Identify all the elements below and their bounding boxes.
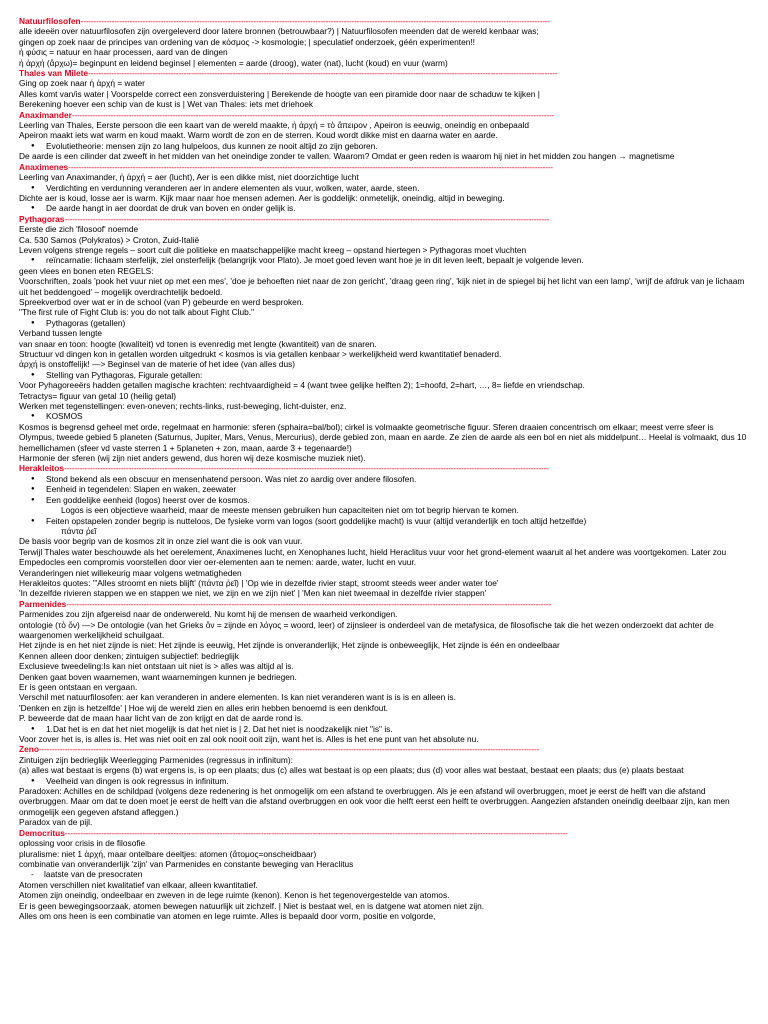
bullet-item: ● Verdichting en verdunning veranderen aer in andere elementen als vuur, wolken, water, aarde, steen. — [19, 183, 750, 193]
text-line: Atomen zijn oneindig, ondeelbaar en zweven in de lege ruimte (kenon). Kenon is het tegenovergestelde van atomos. — [19, 890, 450, 901]
text-line: Veranderingen niet willekeurig maar volgens wetmatigheden — [19, 567, 242, 578]
section-heading — [19, 463, 750, 473]
bullet-item: ● Stond bekend als een obscuur en mensenhatend persoon. Was niet zo aardig over andere filosofen. — [19, 474, 750, 484]
text-line: Alles komt van/is water | Voorspelde correct een zonsverduistering | Berekende de hoogte van een piramide door naar de schaduw te kijken | — [19, 88, 540, 99]
text-line: Apeiron maakt iets wat warm en koud maakt. Warm wordt de zon en de sterren. Koud wordt dikke mist en daarna water en aarde. — [19, 130, 498, 141]
section-title: Thales van Milete — [19, 68, 89, 79]
bullet-item: ● Feiten opstapelen zonder begrip is nutteloos, De fysieke vorm van logos (soort goddelijke macht) is vuur (altijd veranderlijk en toch altijd hetzelfde) — [19, 516, 750, 526]
text-line: ἀρχή is onstoffelijk! —> Beginsel van de materie of het idee (van alles dus) — [19, 359, 296, 370]
text-line: Leven volgens strenge regels – soort cult die politieke en maatschappelijke macht kreeg – opstand hiertegen > Pythagoras moet vluchten — [19, 244, 527, 255]
text-line: Voor Pyhagoreeërs hadden getallen magische krachten: rechtvaardigheid = 4 (want twee gelijke helften 2); 1=hoofd, 2=hart, …, 8= liefde en vriendschap. — [19, 380, 585, 391]
text-line: Denken gaat boven waarnemen, want waarnemingen kunnen je bedriegen. — [19, 671, 297, 682]
paragraph: (a) alles wat bestaat is ergens (b) wat ergens is, is op een plaats; dus (c) alles wat bestaat is op een plaats; dus (d) voor alles wat bestaat, bestaat een plaats; dus (e) plaats bestaat — [19, 765, 684, 776]
text-line: Atomen verschillen niet kwalitatief van elkaar, alleen kwantitatief. — [19, 879, 258, 890]
bullet-item: ● Evolutietheorie: mensen zijn zo lang hulpeloos, dus kunnen ze nooit altijd zo zijn geboren. — [19, 141, 750, 151]
text-line: Verband tussen lengte — [19, 328, 103, 339]
section-rule: -------------------------------------------------------------------------------------------------------------------------------------------------------------------------------------- — [80, 16, 550, 26]
text-line: Alles om ons heen is een combinatie van atomen en lege ruimte. Alles is bepaald door vorm, positie en volgorde, — [19, 910, 436, 921]
text-line: van snaar en toon: hoogte (kwaliteit) vd tonen is evenredig met lengte (kwantiteit) van de snaren. — [19, 338, 377, 349]
indented-line: πάντα ῥεῖ — [61, 525, 97, 536]
text-line: Spreekverbod over wat er in de school (van P) gebeurde en werd besproken. — [19, 296, 304, 307]
bullet-item: ● Stelling van Pythagoras, Figurale getallen: — [19, 370, 750, 380]
section-title: Pythagoras — [19, 213, 65, 224]
text-line: Berekening hoever een schip van de kust is | Wet van Thales: iets met driehoek — [19, 99, 314, 110]
bullet-item: ● Een goddelijke eenheid (logos) heerst over de kosmos. — [19, 495, 750, 505]
section-heading — [19, 214, 750, 224]
section-heading — [19, 68, 750, 78]
text-line: Tetractys= figuur van getal 10 (heilig getal) — [19, 390, 176, 401]
paragraph: Terwijl Thales water beschouwde als het oerelement, Anaximenes lucht, en Xenophanes lucht, hield Heraclitus vuur voor het grond-element waaruit al het andere was voortgekomen. Later zou Empedocles een compromis voorstellen door vier oer-elementen aan te nemen: aarde, water, lucht en vuur. — [19, 546, 727, 568]
text-line: Zintuigen zijn bedrieglijk Weerlegging Parmenides (regressus in infinitum): — [19, 754, 293, 765]
section-heading — [19, 744, 750, 754]
paragraph: De aarde is een cilinder dat zweeft in het midden van het oneindige zonder te vallen. Waarom? Omdat er geen reden is waarom hij niet in het midden zou hangen → magnetisme — [19, 151, 675, 162]
text-line: Leerling van Anaximander, ἡ ἀρχή = aer (lucht), Aer is een dikke mist, niet doorzichtige lucht — [19, 172, 359, 183]
text-line: Parmenides zou zijn afgereisd naar de onderwereld. Nu komt hij de mensen de waarheid verkondigen. — [19, 609, 398, 620]
paragraph: Voorschriften, zoals 'pook het vuur niet op met een mes', 'doe je behoeften niet naar de zon gericht', 'draag geen ring', 'kijk niet in de spiegel bij het licht van een lamp', 'wrijf de afdruk van je lichaam uit het beddengoed' – mogelijk overdrachtelijk bedoeld. — [19, 276, 745, 297]
text-line: Eerste die zich 'filosoof' noemde — [19, 224, 139, 235]
text-line: Verschil met natuurfilosofen: aer kan veranderen in andere elementen. Is kan niet veranderen want is is is en alleen is. — [19, 692, 456, 703]
section-heading — [19, 599, 750, 609]
section-title: Zeno — [19, 744, 39, 755]
text-line: Herakleitos quotes: '"Alles stroomt en niets blijft' (πάντα ῥεῖ) | 'Op wie in dezelfde rivier stapt, stroomt steeds weer ander water toe' — [19, 577, 499, 588]
bullet-item: ● Pythagoras (getallen) — [19, 318, 750, 328]
text-line: 'In dezelfde rivieren stappen we en stappen we niet, we zijn en we zijn niet' | 'Men kan niet tweemaal in dezelfde rivier stappen' — [19, 588, 487, 599]
paragraph: Paradoxen: Achilles en de schildpad (volgens deze redenering is het onmogelijk om een afstand te overbruggen. Als je een afstand wil overbruggen, moet je eerst de helft van die afstand overbruggen. Maar om dat te doen moet je eerst de helft van die afstand overbruggen en ook voor die helft eerst een helft te overbruggen. Aangezien afstanden oneindig deelbaar zijn, kan men onmogelijk een gegeven afstand afleggen.) — [19, 786, 730, 817]
dash-item: - laatste van de presocraten — [19, 869, 750, 879]
section-title: Democritus — [19, 827, 65, 838]
text-line: Exclusieve tweedeling:Is kan niet ontstaan uit niet is > alles was altijd al is. — [19, 661, 294, 672]
text-line: Paradox van de pijl. — [19, 817, 93, 828]
bullet-item: ● De aarde hangt in aer doordat de druk van boven en onder gelijk is. — [19, 203, 750, 213]
bullet-item: ● KOSMOS — [19, 411, 750, 421]
section-title: Parmenides — [19, 598, 67, 609]
section-heading — [19, 16, 750, 26]
text-line: Ca. 530 Samos (Polykratos) > Croton, Zuid-Italië — [19, 234, 200, 245]
text-line: alle ideeën over natuurfilosofen zijn overgeleverd door latere bronnen (betrouwbaar?) | Natuurfilosofen meenden dat de wereld kenbaar was; — [19, 26, 539, 37]
bullet-item: ● Veelheid van dingen is ook regressus in infinitum. — [19, 776, 750, 786]
text-line: Er is geen bewegingsoorzaak, atomen bewegen natuurlijk uit zichzelf. | Niet is bestaat wel, en is datgene wat atomen niet zijn. — [19, 900, 485, 911]
paragraph: ontologie (τὸ ὄν) —> De ontologie (van het Grieks ὄν = zijnde en λόγος = woord, leer) of zijnsleer is onderdeel van de metafysica, de filosofische tak die het wezen onderzoekt dat achter de waargenomen werkelijkheid schuilgaat. — [19, 619, 714, 640]
text-line: oplossing voor crisis in de filosofie — [19, 838, 146, 849]
text-line: "The first rule of Fight Club is: you do not talk about Fight Club." — [19, 307, 255, 318]
section-rule: -------------------------------------------------------------------------------------------------------------------------------------------------------------------------------------------------- — [38, 744, 540, 755]
section-title: Anaximander — [19, 109, 72, 120]
section-title: Anaximenes — [19, 161, 69, 172]
text-line: gingen op zoek naar de principes van ordening van de κόσμος -> kosmologie; | speculatief onderzoek, géén experimenten!! — [19, 36, 475, 47]
text-line: Ging op zoek naar ἡ ἀρχή = water — [19, 78, 145, 89]
indented-line: Logos is een objectieve waarheid, maar de meeste mensen gebruiken hun capaciteiten niet om tot begrip hiervan te komen. — [61, 505, 519, 516]
bullet-item: ● 1.Dat het is en dat het niet mogelijk is dat het niet is | 2. Dat het niet is noodzakelijk niet "is" is. — [19, 724, 750, 734]
section-heading — [19, 110, 750, 120]
section-rule: -------------------------------------------------------------------------------------------------------------------------------------------------------------------------------------------- — [68, 161, 553, 172]
text-line: P. beweerde dat de maan haar licht van de zon krijgt en dat de aarde rond is. — [19, 713, 304, 724]
text-line: Kennen alleen door denken; zintuigen subjectief: bedrieglijk — [19, 650, 239, 661]
text-line: Dichte aer is koud, losse aer is warm. Kijk maar naar hoe mensen ademen. Aer is goddelijk: onmetelijk, oneindig, altijd in beweging. — [19, 192, 505, 203]
section-rule: --------------------------------------------------------------------------------------------------------------------------------------------------------------------------------------------------- — [64, 827, 568, 838]
text-line: Werken met tegenstellingen: even-oneven; rechts-links, rust-beweging, licht-duister, enz. — [19, 401, 347, 412]
section-rule: -------------------------------------------------------------------------------------------------------------------------------------------------------------------------------------- — [88, 68, 558, 79]
bullet-item: ● reïncarnatie: lichaam sterfelijk, ziel onsterfelijk (belangrijk voor Plato). Je moet goed leven want hoe je in dit leven leeft, bepaalt je volgende leven. — [19, 255, 750, 265]
text-line: ἡ φύσις = natuur en haar processen, aard van de dingen — [19, 47, 228, 58]
section-heading — [19, 162, 750, 172]
text-line: Harmonie der sferen (wij zijn niet anders gewend, dus horen wij deze kosmische muziek niet). — [19, 453, 366, 464]
text-line: Er is geen ontstaan en vergaan. — [19, 682, 138, 692]
section-rule: -------------------------------------------------------------------------------------------------------------------------------------------------------------------------------------------- — [64, 463, 549, 474]
text-line: pluralisme: niet 1 ἀρχή, maar ontelbare deeltjes: atomen (ἄτομος=onscheidbaar) — [19, 848, 317, 859]
section-heading — [19, 828, 750, 838]
text-line: ἡ ἀρχή (ἄρχω)= beginpunt en leidend beginsel | elementen = aarde (droog), water (nat), lucht (koud) en vuur (warm) — [19, 57, 448, 68]
text-line: De basis voor begrip van de kosmos zit in onze ziel want die is ook van vuur. — [19, 536, 303, 547]
section-rule: ------------------------------------------------------------------------------------------------------------------------------------------------------------------------------------------- — [71, 109, 555, 120]
bullet-item: ● Eenheid in tegendelen: Slapen en waken, zeewater — [19, 484, 750, 494]
text-line: geen vlees en bonen eten REGELS: — [19, 265, 154, 276]
section-title: Herakleitos — [19, 463, 64, 474]
text-line: Leerling van Thales, Eerste persoon die een kaart van de wereld maakte, ἡ ἀρχή = τὸ ἄπειρον , Apeiron is eeuwig, oneindig en onbepaald — [19, 120, 529, 131]
paragraph: Kosmos is begrensd geheel met orde, regelmaat en harmonie: sferen (sphaira=bal/bol); cirkel is volmaakte geometrische figuur. Sferen draaien concentrisch om elkaar; meest verre sfeer is Olympus, tweede gebied 5 planeten (Saturnus, Jupiter, Mars, Venus, Mercurius), derde gebied zon, maan en aarde. Ze zien de aarde als een bol en niet als middelpunt… Heelal is volmaakt, dus 10 hemellichamen (sfeer vd vaste sterren 1 + 5planeten + zon, maan, aarde 3 + tegenaarde!) — [19, 421, 747, 453]
text-line: Het zijnde is en het niet zijnde is niet: Het zijnde is eeuwig, Het zijnde is onveranderlijk, Het zijnde is onbeweeglijk, Het zijnde is één en ondeelbaar — [19, 640, 560, 651]
text-line: combinatie van onveranderlijk 'zijn' van Parmenides en constante beweging van Heraclitus — [19, 858, 354, 869]
section-title: Natuurfilosofen — [19, 16, 81, 26]
text-line: 'Denken en zijn is hetzelfde' | Hoe wij de wereld zien en alles erin hebben benoemd is een denkfout. — [19, 702, 388, 713]
text-line: Voor zover het is, is alles is. Het was niet ooit en zal ook nooit ooit zijn, want het is. Alles is het ene punt van het absolute nu. — [19, 734, 479, 745]
section-rule: -------------------------------------------------------------------------------------------------------------------------------------------------------------------------------------------- — [64, 213, 550, 224]
section-rule: -------------------------------------------------------------------------------------------------------------------------------------------------------------------------------------------- — [66, 598, 552, 609]
text-line: Structuur vd dingen kon in getallen worden uitgedrukt < kosmos is via getallen kenbaar > werkelijkheid werd kwantitatief benaderd. — [19, 349, 502, 359]
